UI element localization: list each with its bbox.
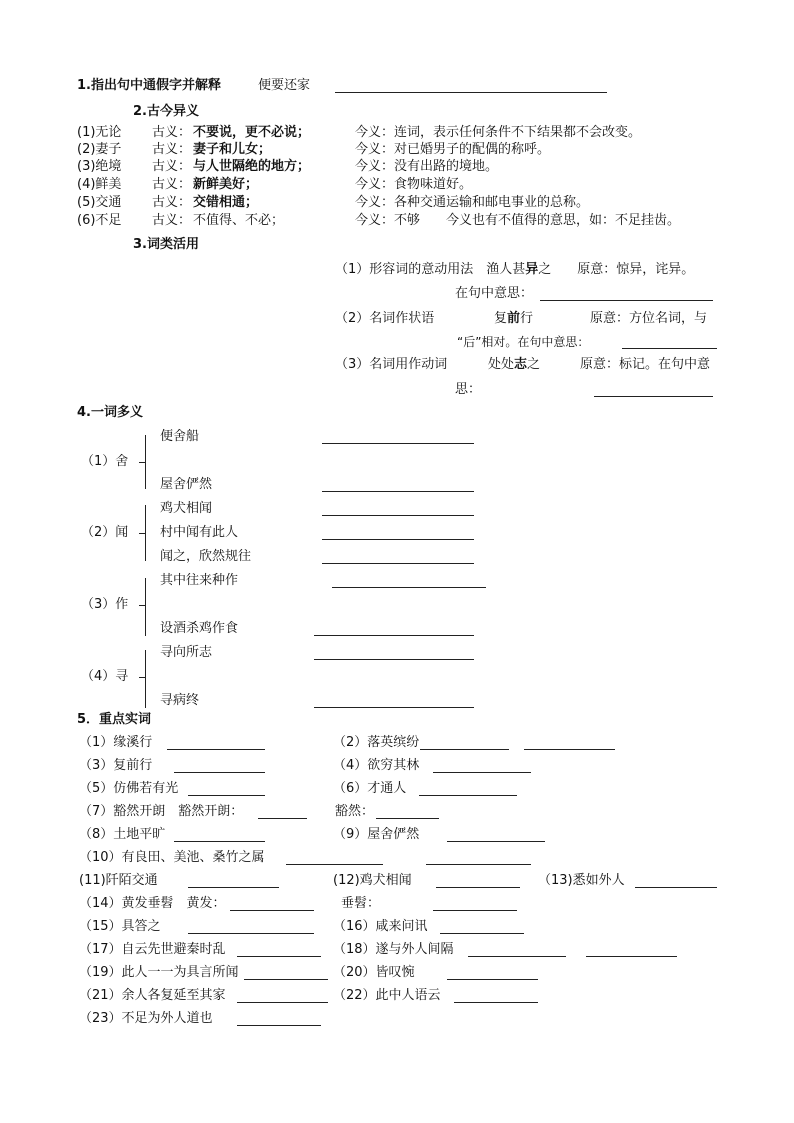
keyword-sub-item: 豁然：: [335, 804, 375, 819]
usage-item-3: （3）名词用作动词: [335, 357, 448, 372]
word: (2)妻子: [77, 142, 122, 157]
answer-line[interactable]: [322, 491, 474, 492]
keyword-item: （5）仿佛若有光: [79, 781, 179, 796]
polysemy-sentence: 便舍船: [160, 429, 200, 444]
section3-title: 3.词类活用: [133, 237, 199, 252]
section4-title: 4.一词多义: [77, 405, 143, 420]
word: (6)不足: [77, 213, 122, 228]
answer-line[interactable]: [314, 659, 474, 660]
ancient-label: 古义：: [152, 125, 192, 140]
answer-line[interactable]: [322, 563, 474, 564]
answer-line[interactable]: [174, 772, 265, 773]
usage-item-2-phrase: 复前行: [494, 311, 534, 326]
brace: [145, 435, 146, 489]
answer-line[interactable]: [447, 979, 538, 980]
keyword-item: （14）黄发垂髫 黄发：: [79, 896, 226, 911]
polysemy-word-3: （3）作: [81, 597, 129, 612]
polysemy-sentence: 寻病终: [160, 693, 200, 708]
answer-line[interactable]: [174, 841, 265, 842]
keyword-item: （20）皆叹惋: [333, 965, 415, 980]
usage-item-1: （1）形容词的意动用法 渔人甚异之 原意：惊异，诧异。: [335, 262, 695, 277]
ancient-meaning: 交错相通；: [193, 195, 259, 210]
answer-line[interactable]: [419, 795, 517, 796]
ancient-label: 古义：: [152, 142, 192, 157]
answer-line[interactable]: [635, 887, 717, 888]
keyword-item: （18）遂与外人间隔: [333, 942, 454, 957]
answer-line[interactable]: [622, 348, 717, 349]
keyword-sub-item: 垂髫：: [341, 896, 381, 911]
modern-meaning: 今义：没有出路的境地。: [355, 159, 499, 174]
section1-item: 便要还家: [258, 78, 311, 93]
answer-line[interactable]: [322, 539, 474, 540]
usage-item-3-context: 思：: [455, 382, 482, 397]
answer-line[interactable]: [540, 300, 713, 301]
answer-line[interactable]: [322, 443, 474, 444]
word: (4)鲜美: [77, 177, 122, 192]
answer-line[interactable]: [244, 979, 328, 980]
answer-line[interactable]: [376, 818, 439, 819]
answer-line[interactable]: [586, 956, 677, 957]
brace-tip: [139, 677, 145, 678]
ancient-meaning: 新鲜美好；: [193, 177, 259, 192]
ancient-meaning: 不要说，更不必说；: [193, 125, 311, 140]
answer-line[interactable]: [286, 864, 383, 865]
keyword-item: （1）缘溪行: [79, 735, 153, 750]
section2-title: 2.古今异义: [133, 104, 199, 119]
polysemy-sentence: 寻向所志: [160, 645, 213, 660]
answer-line[interactable]: [167, 749, 265, 750]
ancient-label: 古义：: [152, 195, 192, 210]
answer-line[interactable]: [454, 1002, 538, 1003]
answer-line[interactable]: [237, 956, 321, 957]
keyword-item: （17）自云先世避秦时乱: [79, 942, 226, 957]
answer-line[interactable]: [426, 864, 531, 865]
keyword-item: （19）此人一一为具言所闻: [79, 965, 239, 980]
keyword-item: （23）不足为外人道也: [79, 1011, 213, 1026]
modern-meaning: 今义：不够 今义也有不值得的意思，如：不足挂齿。: [355, 213, 681, 228]
answer-line[interactable]: [440, 933, 524, 934]
usage-item-2-context: “后”相对。在句中意思：: [457, 335, 590, 349]
answer-line[interactable]: [524, 749, 615, 750]
answer-line[interactable]: [188, 887, 279, 888]
ancient-meaning: 不值得、不必；: [193, 213, 285, 228]
keyword-item: （2）落英缤纷: [333, 735, 420, 750]
context-label: 在句中意思：: [455, 286, 534, 301]
answer-line[interactable]: [436, 887, 520, 888]
ancient-label: 古义：: [152, 213, 192, 228]
brace-tip: [139, 462, 145, 463]
polysemy-sentence: 鸡犬相闻: [160, 501, 213, 516]
answer-line[interactable]: [258, 818, 307, 819]
usage-item-3-original: 原意：标记。在句中意: [580, 357, 711, 372]
keyword-item: (11)阡陌交通: [79, 873, 158, 888]
keyword-item: （8）土地平旷: [79, 827, 166, 842]
answer-line[interactable]: [468, 956, 566, 957]
modern-meaning: 今义：食物味道好。: [355, 177, 473, 192]
keyword-item: （15）具答之: [79, 919, 161, 934]
word: (3)绝境: [77, 159, 122, 174]
usage-item-2-original: 原意：方位名词，与: [590, 311, 708, 326]
brace-tip: [139, 605, 145, 606]
answer-line[interactable]: [433, 772, 531, 773]
brace: [145, 650, 146, 708]
polysemy-word-1: （1）舍: [81, 454, 129, 469]
answer-line[interactable]: [188, 933, 314, 934]
polysemy-sentence: 其中往来种作: [160, 573, 239, 588]
answer-line[interactable]: [314, 635, 474, 636]
keyword-item: (12)鸡犬相闻: [333, 873, 412, 888]
brace: [145, 578, 146, 636]
ancient-meaning: 妻子和儿女；: [193, 142, 272, 157]
ancient-meaning: 与人世隔绝的地方；: [193, 159, 311, 174]
answer-line[interactable]: [237, 1002, 328, 1003]
keyword-item: （3）复前行: [79, 758, 153, 773]
keyword-item: （7）豁然开朗 豁然开朗：: [79, 804, 244, 819]
answer-line[interactable]: [447, 841, 545, 842]
answer-line[interactable]: [335, 92, 607, 93]
usage-item-3-phrase: 处处志之: [488, 357, 541, 372]
brace: [145, 505, 146, 561]
answer-line[interactable]: [594, 396, 713, 397]
keyword-item: （22）此中人语云: [333, 988, 441, 1003]
keyword-item: （16）咸来问讯: [333, 919, 428, 934]
section1-title: 1.指出句中通假字并解释: [77, 78, 221, 93]
polysemy-sentence: 设酒杀鸡作食: [160, 621, 239, 636]
answer-line[interactable]: [322, 515, 474, 516]
ancient-label: 古义：: [152, 177, 192, 192]
polysemy-sentence: 闻之，欣然规往: [160, 549, 252, 564]
keyword-item: （4）欲穷其林: [333, 758, 420, 773]
brace-tip: [139, 533, 145, 534]
answer-line[interactable]: [332, 587, 486, 588]
answer-line[interactable]: [314, 707, 474, 708]
answer-line[interactable]: [237, 1025, 321, 1026]
answer-line[interactable]: [420, 749, 509, 750]
polysemy-sentence: 村中闻有此人: [160, 525, 239, 540]
polysemy-word-4: （4）寻: [81, 669, 129, 684]
modern-meaning: 今义：各种交通运输和邮电事业的总称。: [355, 195, 590, 210]
ancient-label: 古义：: [152, 159, 192, 174]
keyword-item: （10）有良田、美池、桑竹之属: [79, 850, 265, 865]
keyword-item: （9）屋舍俨然: [333, 827, 420, 842]
modern-meaning: 今义：对已婚男子的配偶的称呼。: [355, 142, 551, 157]
polysemy-word-2: （2）闻: [81, 525, 129, 540]
polysemy-sentence: 屋舍俨然: [160, 477, 213, 492]
section5-title: 5．重点实词: [77, 712, 152, 727]
usage-item-2: （2）名词作状语: [335, 311, 435, 326]
keyword-item: （13)悉如外人: [538, 873, 625, 888]
answer-line[interactable]: [188, 795, 265, 796]
answer-line[interactable]: [230, 910, 314, 911]
word: (1)无论: [77, 125, 122, 140]
word: (5)交通: [77, 195, 122, 210]
keyword-item: （6）才通人: [333, 781, 407, 796]
keyword-item: （21）余人各复延至其家: [79, 988, 226, 1003]
modern-meaning: 今义：连词，表示任何条件不下结果都不会改变。: [355, 125, 642, 140]
answer-line[interactable]: [433, 910, 517, 911]
